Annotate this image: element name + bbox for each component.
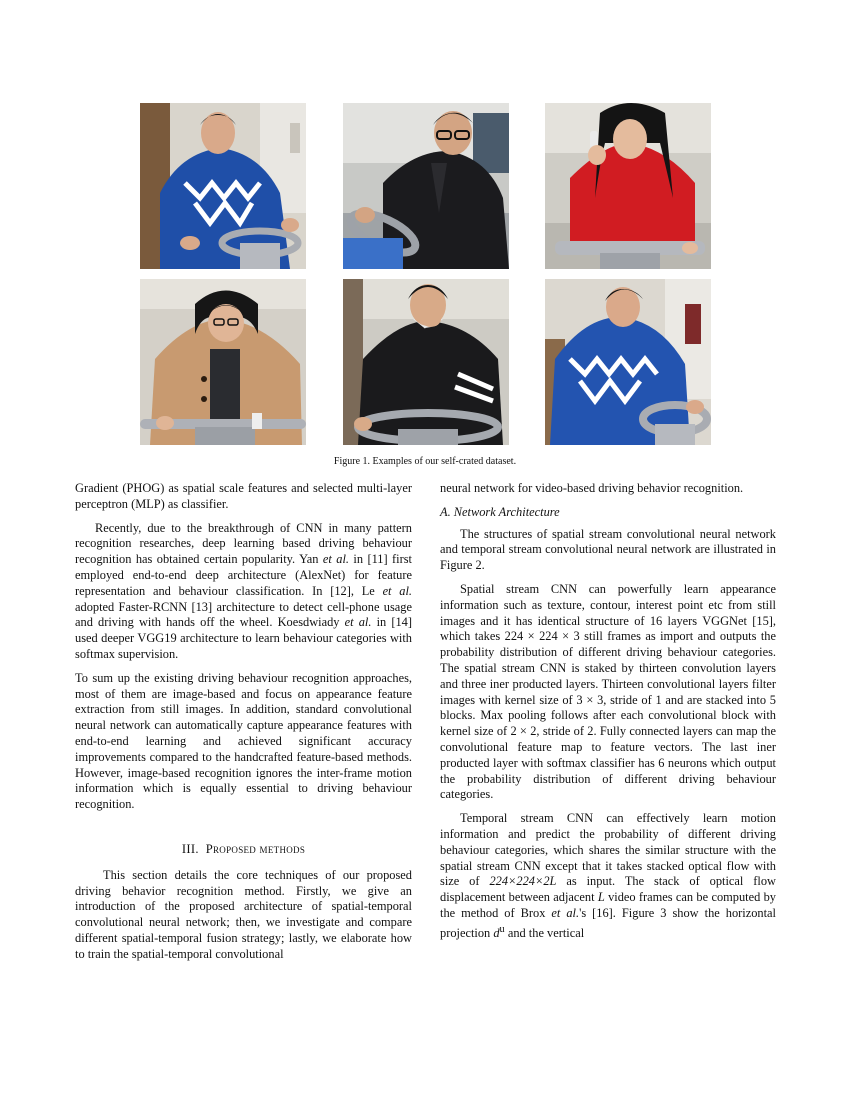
- dataset-photo-4: [140, 279, 306, 445]
- dataset-photo-1: [140, 103, 306, 269]
- paragraph: Temporal stream CNN can effectively learn motion information and predict the probability of different driving behaviour categories, which shares the similar structure with the spatial stream CNN except that it takes stacked optical flow with size of 224×224×2L as input. The stack of optical flow displacement between adjacent L video frames can be computed by the method of Brox et al.'s [16]. Figure 3 show the horizontal projection $d^u$ and the vertical: [440, 811, 777, 940]
- paragraph: Recently, due to the breakthrough of CNN in many pattern recognition researches, deep learning based driving behaviour recognition has obtained certain popularity. Yan et al. in [11] first employed end-to-end deep architecture (AlexNet) for feature representation and behaviour classification. In [12], Le et al. adopted Faster-RCNN [13] architecture to detect cell-phone usage and driving with hands off the wheel. Koesdwiady et al. in [14] used deeper VGG19 architecture to learn behaviour categories with softmax supervision.: [75, 520, 413, 661]
- subsection-heading: A. Network Architecture: [440, 504, 560, 519]
- paragraph: neural network for video-based driving behavior recognition.: [440, 481, 744, 495]
- figure-1: [0, 0, 850, 470]
- paragraph: Spatial stream CNN can powerfully learn appearance information such as texture, contour, interest point etc from still images and it has identical structure of 16 layers VGGNet [15], which takes 224 × 224 × 3 still frames as import and outputs the probability distribution of different driving behaviour categories. The spatial stream CNN is staked by thirteen convolution layers and three iner producted layers. Thirteen convolutional layers filter images with kernel size of 3 × 3, stride of 1 and are stacked into 5 blocks. Max pooling follows after each convolutional block with kernel size of 2 × 2, stride of 2. Fully connected layers can map the convolutional feature map to feature vectors. The last iner producted layer with softmax classifier has 6 neurons which output the probability distribution of different driving behaviour categories.: [440, 581, 776, 802]
- left-column: [75, 481, 412, 963]
- paragraph: The structures of spatial stream convolutional neural network and temporal stream convolutional neural network are illustrated in Figure 2.: [440, 526, 776, 573]
- right-column: [440, 481, 776, 942]
- paragraph: To sum up the existing driving behaviour recognition approaches, most of them are image-based and focus on appearance feature extraction from still images. In addition, standard convolutional neural network can automatically capture appearance features with end-to-end learning and achieved significant accuracy improvements compared to the handcrafted feature-based methods. However, image-based recognition ignores the inter-frame motion information which is equally essential to driving behaviour recognition.: [75, 670, 412, 812]
- dataset-photo-3: [545, 103, 711, 269]
- paragraph: Gradient (PHOG) as spatial scale features and selected multi-layer perceptron (MLP) as classifier.: [75, 481, 412, 511]
- dataset-photo-5: [343, 279, 509, 445]
- paragraph: This section details the core techniques of our proposed driving behavior recognition method. Firstly, we give an introduction of the proposed architecture of spatial-temporal convolutional neural network; then, we investigate and compare different spatial-temporal fusion strategy; lastly, we elaborate how to train the spatial-temporal convolutional: [75, 867, 412, 961]
- figure-caption: Figure 1. Examples of our self-crated dataset.: [333, 456, 517, 467]
- section-heading: III. Proposed methods: [181, 841, 306, 856]
- dataset-photo-2: [343, 103, 509, 269]
- dataset-photo-6: [545, 279, 711, 445]
